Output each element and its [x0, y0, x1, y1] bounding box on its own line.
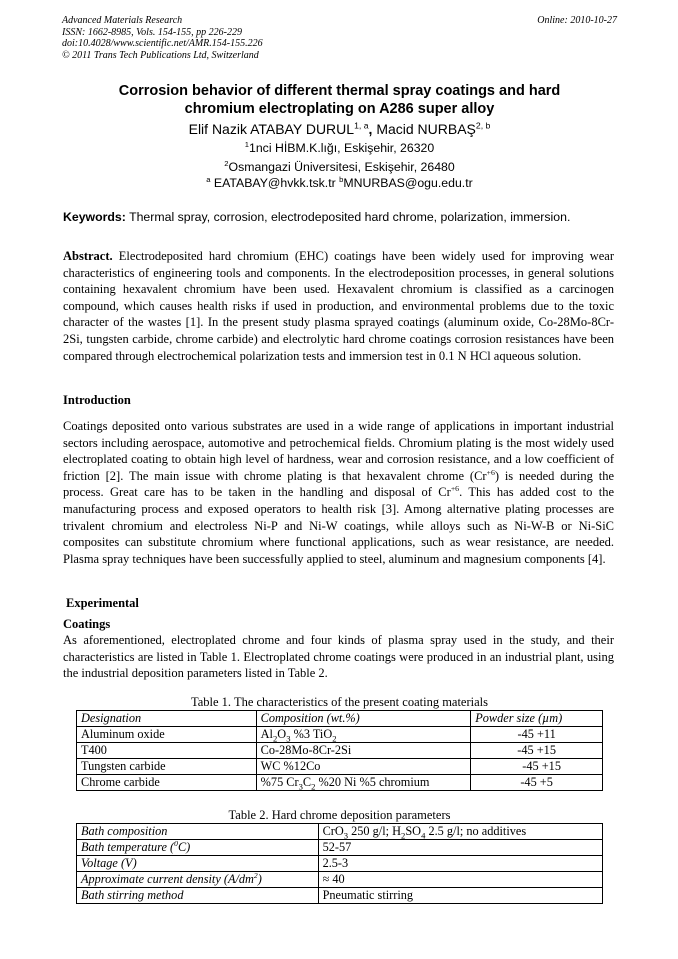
- table-row: [77, 872, 603, 888]
- table-cell-size: -45 +5: [471, 775, 603, 791]
- author-separator: ,: [368, 121, 373, 137]
- author-list: [62, 120, 617, 138]
- table-cell-size: -45 +15: [471, 743, 603, 759]
- email-a-mark: a: [206, 174, 211, 184]
- keywords-text: Thermal spray, corrosion, electrodeposited hard chrome, polarization, immersion.: [129, 210, 571, 224]
- affiliation-2-text: Osmangazi Üniversitesi, Eskişehir, 26480: [228, 160, 455, 174]
- table-cell-value: 52-57: [318, 840, 602, 856]
- table-cell-param: Bath stirring method: [77, 888, 319, 904]
- table-cell-value: CrO$_3$ 250 g/l; $H_2SO_4$ 2.5 g/l; no additives: [318, 824, 602, 840]
- title-line-2: chromium electroplating on A286 super alloy: [184, 101, 495, 117]
- intro-part-1: Coatings deposited onto various substrates are used in a wide range of applications in important industrial sectors including aerospace, automotive and petrochemical fields. Chromium plating is the most widely used electroplated coating to obtain high level of hardness, wear and corrosion resistance, and a low coefficient of friction [2]. The main issue with chrome plating is that hexavalent chrome (Cr: [63, 419, 614, 483]
- coatings-subheading: Coatings: [63, 617, 111, 631]
- table-2: [76, 823, 603, 904]
- title-line-1: Corrosion behavior of different thermal spray coatings and hard: [118, 83, 561, 99]
- table-1-caption: Table 1. The characteristics of the present coating materials: [190, 695, 489, 709]
- table-1-header: Composition (wt.%): [256, 711, 471, 727]
- table-row: [77, 727, 603, 743]
- paper-title: [62, 82, 617, 118]
- introduction-heading: Introduction: [63, 393, 131, 407]
- intro-part-3: . This has added cost to the manufacturing process and exposed operators to health risk [3]. Among alternative plating processes are trivalent chromium and electroless Ni-P and Ni-W coatings, while alloys such as Ni-W-B or Ni-SiC composites can substitute chromium where functional applications, such as wear resistance, are needed. Plasma spray techniques have been successfully applied to steel, aluminum and magnesium components [4].: [63, 485, 614, 566]
- affiliation-2: [62, 159, 617, 175]
- table-cell-param: Bath composition: [77, 824, 319, 840]
- journal-header: [62, 15, 617, 61]
- table-cell-composition: Co-28Mo-8Cr-2Si: [256, 743, 471, 759]
- affiliation-1: [62, 140, 617, 156]
- journal-doi: doi:10.4028/www.scientific.net/AMR.154-155.226: [62, 38, 263, 49]
- table-row: [77, 759, 603, 775]
- affiliation-1-mark: 1: [244, 139, 249, 149]
- abstract: [63, 248, 614, 364]
- table-row: [77, 888, 603, 904]
- intro-sup-2: +6: [450, 484, 460, 494]
- intro-sup-1: +6: [486, 467, 495, 477]
- table-1-header: Designation: [77, 711, 257, 727]
- table-1-header-row: [77, 711, 603, 727]
- table-cell-size: -45 +11: [471, 727, 603, 743]
- author-1-affil: 1, a: [354, 120, 369, 131]
- table-cell-designation: Aluminum oxide: [77, 727, 257, 743]
- online-date: Online: 2010-10-27: [537, 15, 617, 26]
- table-cell-value: Pneumatic stirring: [318, 888, 602, 904]
- email-b-mark: b: [339, 174, 344, 184]
- table-row: [77, 824, 603, 840]
- journal-name: Advanced Materials Research: [62, 15, 183, 26]
- abstract-label: Abstract.: [63, 249, 113, 263]
- table-cell-designation: Chrome carbide: [77, 775, 257, 791]
- table-cell-param: Approximate current density $(A/dm^2)$: [77, 872, 319, 888]
- table-cell-param: Voltage (V): [77, 856, 319, 872]
- table-row: [77, 775, 603, 791]
- keywords: [63, 209, 618, 225]
- table-cell-composition: $Al_2O_3$ %3 TiO$_2$: [256, 727, 471, 743]
- introduction-text: [63, 418, 614, 567]
- affiliation-1-text: 1nci HİBM.K.lığı, Eskişehir, 26320: [249, 141, 435, 155]
- table-row: [77, 840, 603, 856]
- table-cell-composition: WC %12Co: [256, 759, 471, 775]
- author-2-affil: 2, b: [475, 120, 491, 131]
- author-2: Macid NURBAŞ: [376, 121, 476, 137]
- experimental-text: As aforementioned, electroplated chrome and four kinds of plasma spray used in the study, and their characteristics are listed in Table 1. Electroplated chrome coatings were produced in an industrial plant, using the industrial deposition parameters listed in Table 2.: [63, 633, 614, 681]
- email-b: MNURBAS@ogu.edu.tr: [343, 176, 473, 190]
- table-1-header: Powder size (µm): [471, 711, 603, 727]
- table-2-caption: Table 2. Hard chrome deposition parameters: [228, 808, 451, 822]
- table-1: [76, 710, 603, 791]
- author-1: Elif Nazik ATABAY DURUL: [188, 121, 355, 137]
- email-a: EATABAY@hvkk.tsk.tr: [213, 176, 336, 190]
- table-cell-param: Bath temperature ($^0$C): [77, 840, 319, 856]
- abstract-text: Electrodeposited hard chromium (EHC) coatings have been widely used for improving wear characteristics of engineering tools and components. In the electrodeposition processes, in general solutions containing hexavalent chromium have been used. Hexavalent chromium is classified as a carcinogen compound, which causes health risks if used in production, and environmental problems due to the toxic character of the wastes [1]. In the present study plasma sprayed coatings (aluminum oxide, Co-28Mo-8Cr-2Si, tungsten carbide, chrome carbide) and electrolytic hard chrome coatings corrosion resistances have been compared through electrochemical polarization tests and immersion test in 0.1 N HCl aqueous solution.: [63, 249, 615, 363]
- intro-part-2: ) is needed during the process. Great care has to be taken in the handling and disposal of Cr: [63, 468, 614, 500]
- table-cell-value: ≈ 40: [318, 872, 602, 888]
- keywords-label: Keywords:: [63, 210, 126, 224]
- table-row: [77, 856, 603, 872]
- table-cell-value: 2.5-3: [318, 856, 602, 872]
- table-cell-designation: T400: [77, 743, 257, 759]
- table-cell-size: -45 +15: [471, 759, 603, 775]
- affiliation-2-mark: 2: [224, 158, 229, 168]
- journal-issn: ISSN: 1662-8985, Vols. 154-155, pp 226-229: [62, 26, 242, 38]
- table-cell-composition: %75 $Cr_3C_2$ %20 Ni %5 chromium: [256, 775, 471, 791]
- table-cell-designation: Tungsten carbide: [77, 759, 257, 775]
- table-row: [77, 743, 603, 759]
- experimental-heading: Experimental: [66, 596, 139, 610]
- journal-copyright: © 2011 Trans Tech Publications Ltd, Switzerland: [62, 49, 259, 61]
- author-emails: [62, 175, 617, 191]
